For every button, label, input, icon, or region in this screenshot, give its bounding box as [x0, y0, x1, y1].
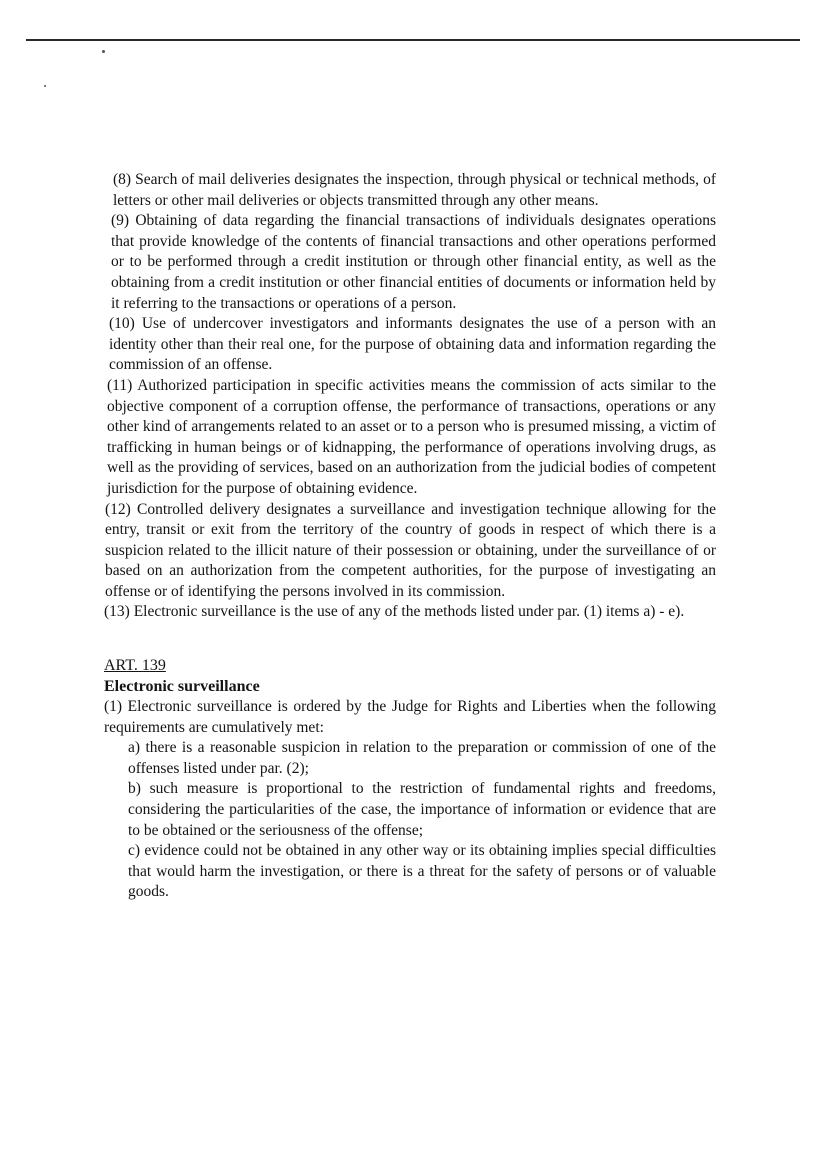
article-title: Electronic surveillance — [104, 678, 260, 696]
paragraph-9: (9) Obtaining of data regarding the financial transactions of individuals designates operations that provide knowledge of the contents of financial transactions and other operations performed or to be performed through a credit institution or through other financial entity, as well as the obtaining from a credit institution or other financial entities of documents or information held by it referring to the transactions or operations of a person. — [111, 212, 716, 312]
page-content — [104, 170, 716, 903]
paragraph-10: (10) Use of undercover investigators and informants designates the use of a person with an identity other than their real one, for the purpose of obtaining data and information regarding the commission of an offense. — [109, 315, 716, 374]
article-item-c: c) evidence could not be obtained in any other way or its obtaining implies special difficulties that would harm the investigation, or there is a threat for the safety of persons or of valuable goods. — [128, 842, 716, 901]
scan-speck — [44, 85, 46, 87]
paragraph-8: (8) Search of mail deliveries designates the inspection, through physical or technical methods, of letters or other mail deliveries or objects transmitted through any other means. — [113, 171, 716, 209]
top-border-line — [26, 39, 800, 41]
article-item-b: b) such measure is proportional to the restriction of fundamental rights and freedoms, considering the particularities of the case, the importance of information or evidence that are to be obtained or the seriousness of the offense; — [128, 780, 716, 839]
article-number: ART. 139 — [104, 657, 166, 675]
scan-speck — [102, 50, 105, 53]
paragraph-12: (12) Controlled delivery designates a surveillance and investigation technique allowing for the entry, transit or exit from the territory of the country of goods in respect of which there is a suspicion related to the illicit nature of their possession or obtaining, under the surveillance of or based on an authorization from the competent authorities, for the purpose of investigating an offense or of identifying the persons involved in its commission. — [105, 500, 716, 600]
article-item-a: a) there is a reasonable suspicion in relation to the preparation or commission of one of the offenses listed under par. (2); — [128, 739, 716, 777]
paragraph-11: (11) Authorized participation in specific activities means the commission of acts similar to the objective component of a corruption offense, the performance of transactions, operations or any other kind of arrangements related to an asset or to a person who is presumed missing, a victim of trafficking in human beings or of kidnapping, the performance of operations involving drugs, as well as the providing of services, based on an authorization from the judicial bodies of competent jurisdiction for the purpose of obtaining evidence. — [107, 376, 716, 497]
paragraph-13: (13) Electronic surveillance is the use of any of the methods listed under par. (1) items a) - e). — [104, 603, 685, 621]
article-intro: (1) Electronic surveillance is ordered by the Judge for Rights and Liberties when the following requirements are cumulatively met: — [104, 698, 716, 736]
